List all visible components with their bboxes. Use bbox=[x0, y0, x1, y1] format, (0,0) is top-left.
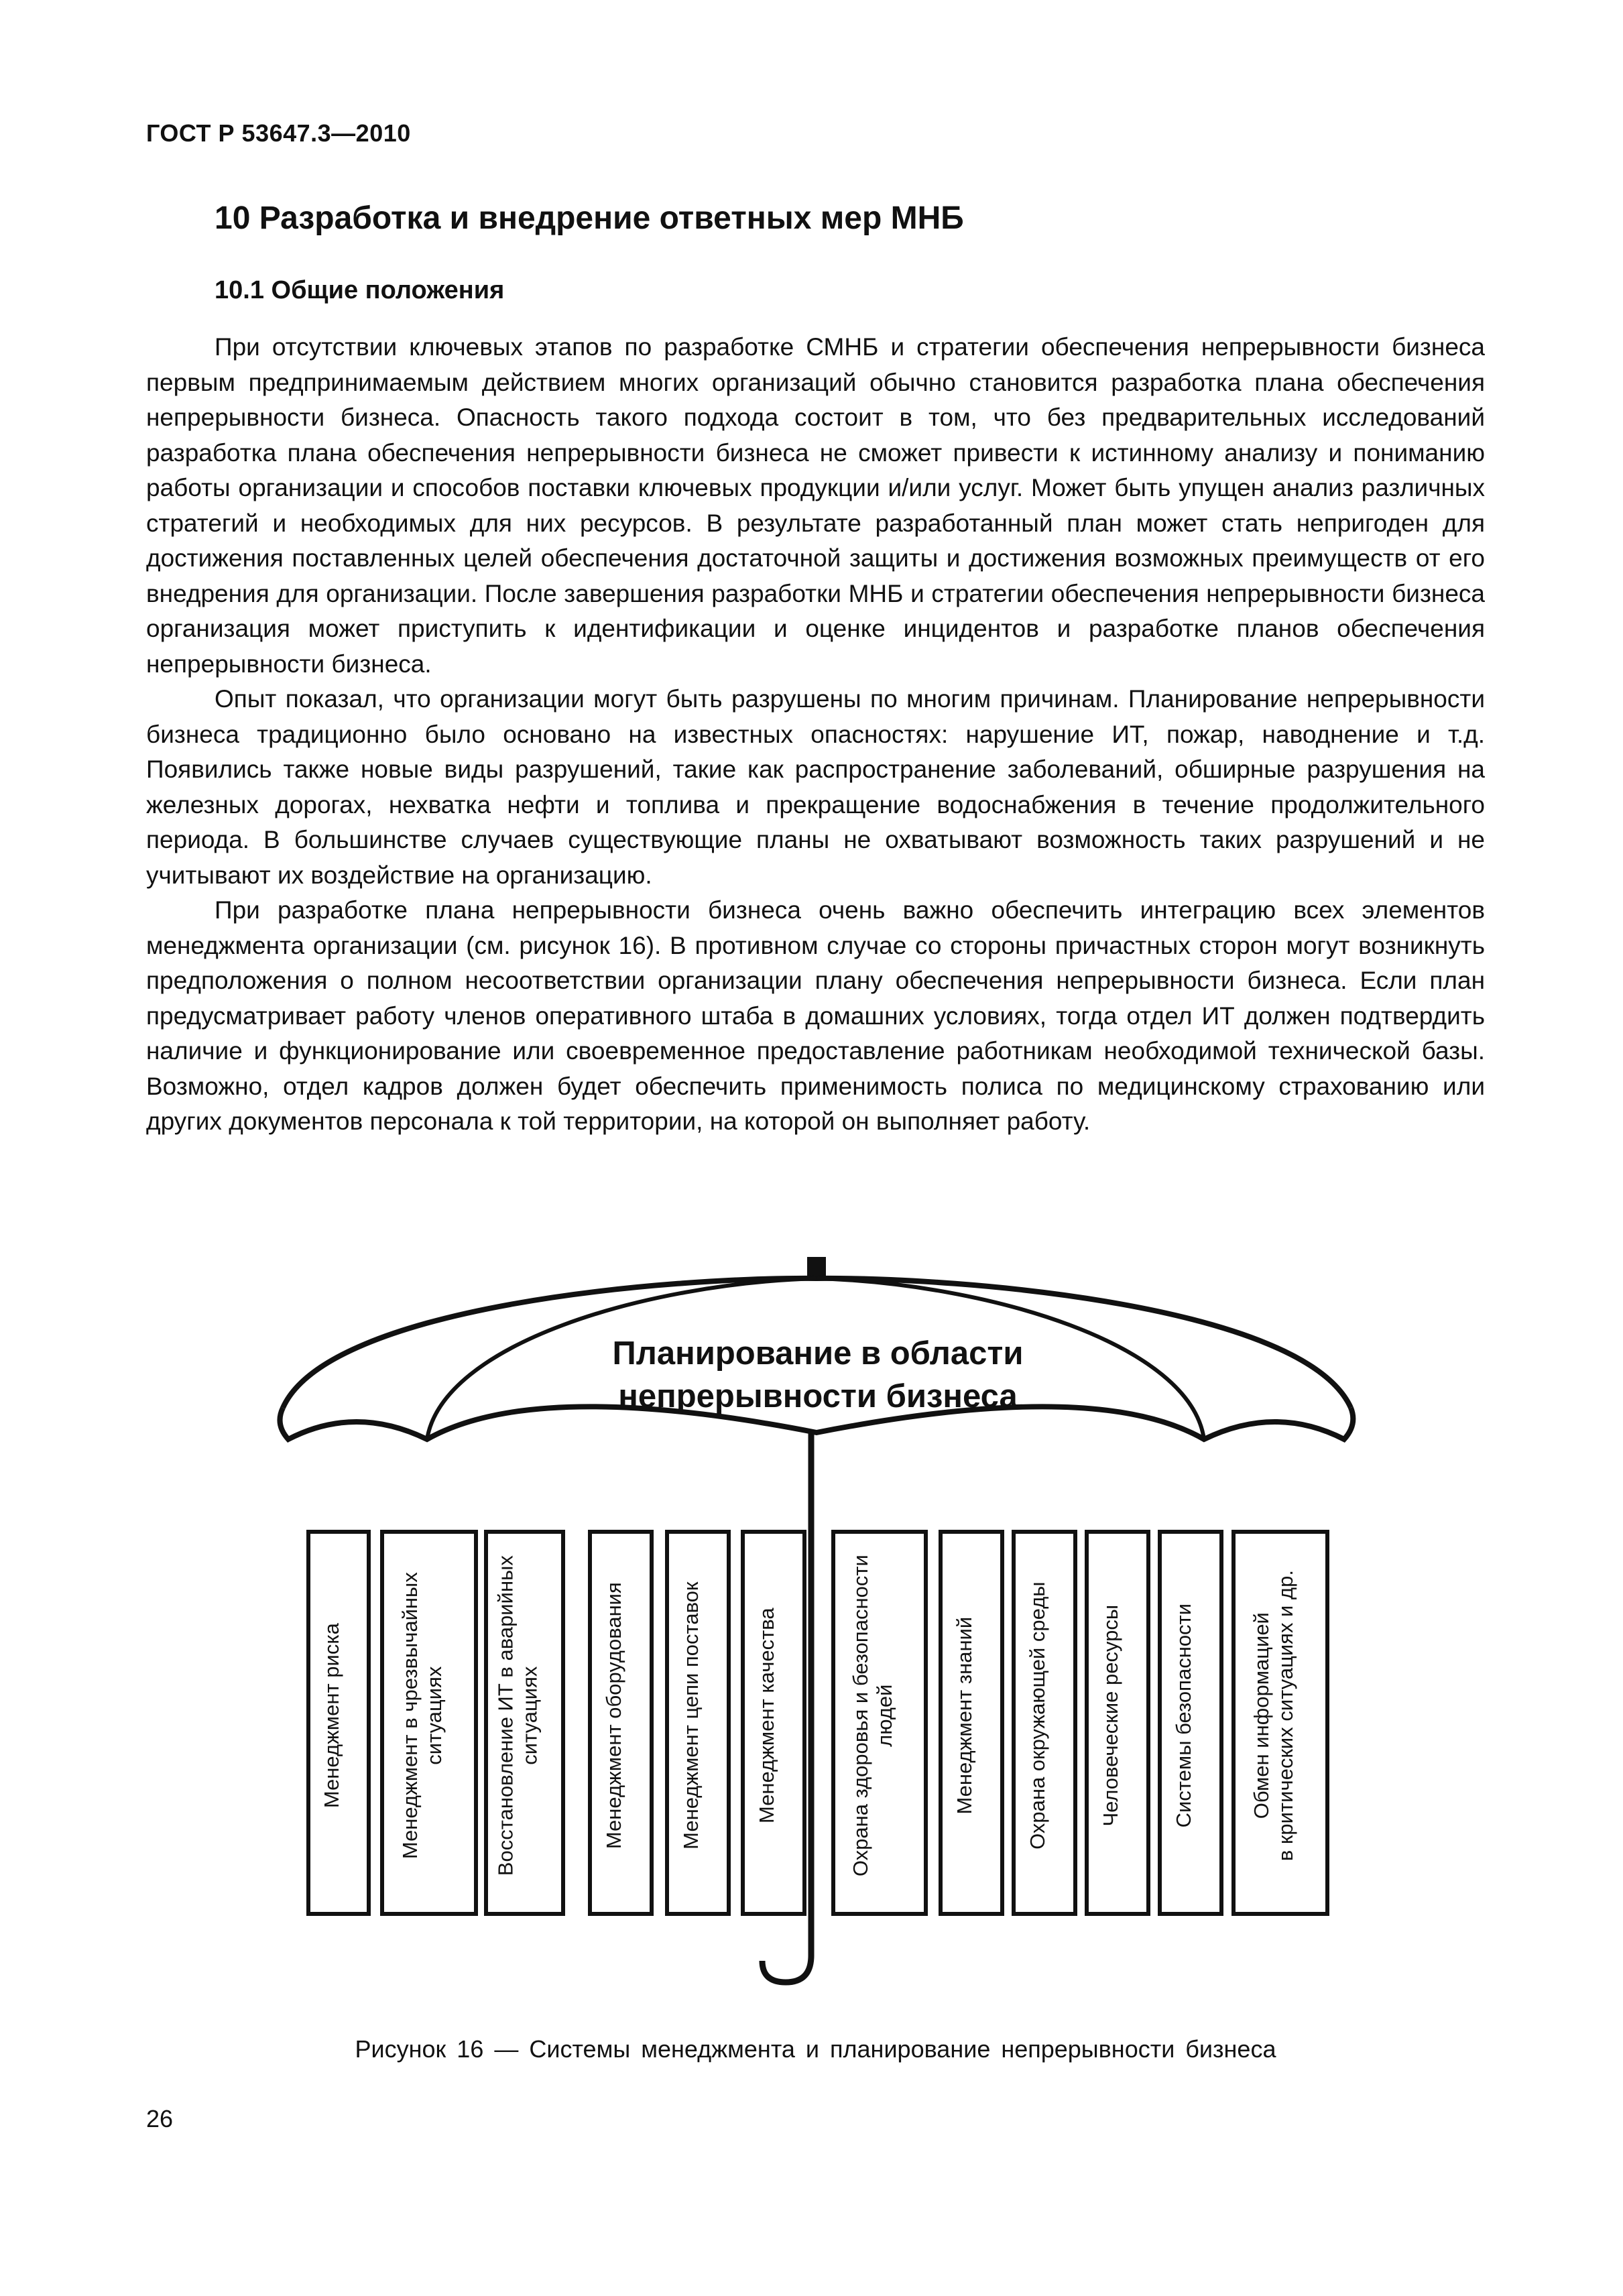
umbrella-finial bbox=[807, 1257, 826, 1278]
pillar-label: Системы безопасности bbox=[1172, 1603, 1195, 1828]
umbrella-title-line: Планирование в области bbox=[612, 1335, 1024, 1372]
page-number: 26 bbox=[146, 2105, 174, 2132]
pillar-label: Охрана окружающей среды bbox=[1026, 1581, 1049, 1850]
section-title: 10 Разработка и внедрение ответных мер МНБ bbox=[215, 200, 964, 236]
pillar-label: Менеджмент в чрезвычайных bbox=[398, 1572, 422, 1860]
body-text bbox=[146, 330, 1485, 1140]
pillar-label: Охрана здоровья и безопасности bbox=[849, 1555, 872, 1877]
paragraph: Опыт показал, что организации могут быть разрушены по многим причинам. Планирование непрерывности бизнеса традиционно было основано на известных опасностях: нарушение ИТ, пожар, наводнение и т.д. Появились также новые виды разрушений, такие как распространение заболеваний, обширные разрушения на железных дорогах, нехватка нефти и топлива и прекращение водоснабжения в течение продолжительного периода. В большинстве случаев существующие планы не охватывают возможность таких разрушений и не учитывают их воздействие на организацию. bbox=[146, 685, 1485, 889]
paragraph: При отсутствии ключевых этапов по разработке СМНБ и стратегии обеспечения непрерывности бизнеса первым предпринимаемым действием многих организаций обычно становится разработка плана обеспечения непрерывности бизнеса. Опасность такого подхода состоит в том, что без предварительных исследований разработка плана обеспечения непрерывности бизнеса не сможет привести к истинному анализу и пониманию работы организации и способов поставки ключевых продукции и/или услуг. Может быть упущен анализ различных стратегий и необходимых для них ресурсов. В результате разработанный план может стать непригоден для достижения поставленных целей обеспечения достаточной защиты и достижения возможных преимуществ от его внедрения для организации. После завершения разработки МНБ и стратегии обеспечения непрерывности бизнеса организация может приступить к идентификации и оценке инцидентов и разработке планов обеспечения непрерывности бизнеса. bbox=[146, 333, 1485, 678]
umbrella-title-line: непрерывности бизнеса bbox=[618, 1378, 1018, 1414]
pillar-label: Менеджмент оборудования bbox=[602, 1582, 625, 1850]
pillar-label: Обмен информацией bbox=[1250, 1612, 1273, 1819]
paragraph: При разработке плана непрерывности бизнеса очень важно обеспечить интеграцию всех элементов менеджмента организации (см. рисунок 16). В противном случае со стороны причастных сторон могут возникнуть предположения о полном несоответствии организации плану обеспечения непрерывности бизнеса. Если план предусматривает работу членов оперативного штаба в домашних условиях, тогда отдел ИТ должен подтвердить наличие и функционирование или своевременное предоставление работникам необходимой технической базы. Возможно, отдел кадров должен будет обеспечить применимость полиса по медицинскому страхованию или других документов персонала к той территории, на которой он выполняет работу. bbox=[146, 896, 1485, 1135]
pillar-label: в критических ситуациях и др. bbox=[1274, 1570, 1297, 1862]
pillar-label: Восстановление ИТ в аварийных bbox=[493, 1555, 518, 1876]
umbrella-figure bbox=[268, 1244, 1374, 2021]
pillar-label: Человеческие ресурсы bbox=[1099, 1604, 1122, 1827]
pillar-label: ситуациях bbox=[518, 1666, 542, 1765]
pillar-label: Менеджмент цепи поставок bbox=[679, 1581, 703, 1850]
umbrella-title bbox=[570, 1332, 1066, 1418]
pillar-label: Менеджмент качества bbox=[755, 1608, 778, 1823]
pillar-label: Менеджмент риска bbox=[320, 1623, 343, 1809]
document-header-code: ГОСТ Р 53647.3—2010 bbox=[146, 119, 411, 147]
pillar-group bbox=[308, 1532, 1327, 1914]
pillar-label: ситуациях bbox=[422, 1666, 446, 1765]
figure-caption: Рисунок 16 — Системы менеджмента и планирование непрерывности бизнеса bbox=[355, 2035, 1276, 2063]
pillar-label: Менеджмент знаний bbox=[953, 1616, 976, 1815]
pillar-label: людей bbox=[873, 1684, 896, 1747]
subsection-title: 10.1 Общие положения bbox=[215, 276, 505, 304]
